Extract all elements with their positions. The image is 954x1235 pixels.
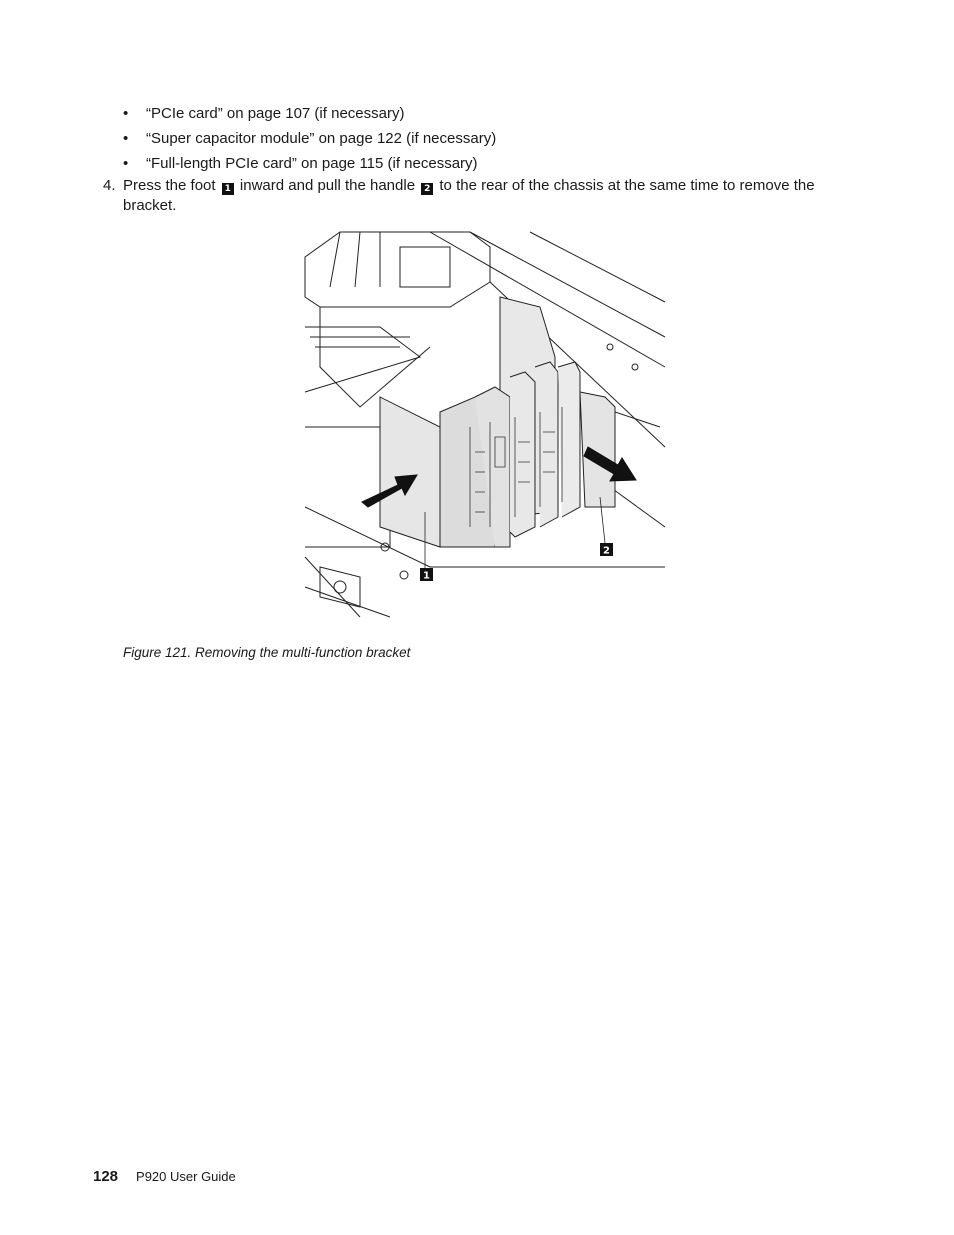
list-item — [122, 151, 496, 176]
page-number: 128 — [93, 1168, 119, 1185]
step-text-part-1: Press the foot — [123, 177, 216, 194]
step-number: 4. — [103, 177, 116, 194]
multi-function-bracket — [380, 297, 615, 547]
figure-caption: Figure 121. Removing the multi-function bracket — [123, 645, 411, 660]
bullet-dot: • — [123, 130, 129, 147]
page-footer — [93, 1168, 236, 1185]
step-text-part-2: inward and pull the handle — [239, 177, 416, 194]
figure-callout-1 — [420, 568, 433, 582]
callout-2-icon: 2 — [421, 183, 433, 195]
figure-callout-1-label: 1 — [423, 570, 430, 582]
list-item-text: “Full-length PCIe card” on page 115 (if necessary) — [146, 155, 478, 172]
callout-1-icon: 1 — [222, 183, 234, 195]
list-item-text: “PCIe card” on page 107 (if necessary) — [146, 105, 405, 122]
figure-callout-2-label: 2 — [603, 545, 610, 557]
step-text-part-3: to the rear of the chassis at the same time to remove the bracket. — [123, 177, 815, 214]
list-item — [122, 126, 496, 151]
bullet-dot: • — [123, 155, 129, 172]
bullet-dot: • — [123, 105, 129, 122]
guide-title: P920 User Guide — [136, 1169, 236, 1184]
bracket-removal-illustration — [300, 227, 666, 625]
step-4 — [103, 176, 843, 216]
step-text — [123, 176, 843, 216]
prerequisite-list — [122, 101, 496, 176]
list-item-text: “Super capacitor module” on page 122 (if necessary) — [146, 130, 497, 147]
list-item — [122, 101, 496, 126]
figure-callout-2 — [600, 543, 613, 557]
